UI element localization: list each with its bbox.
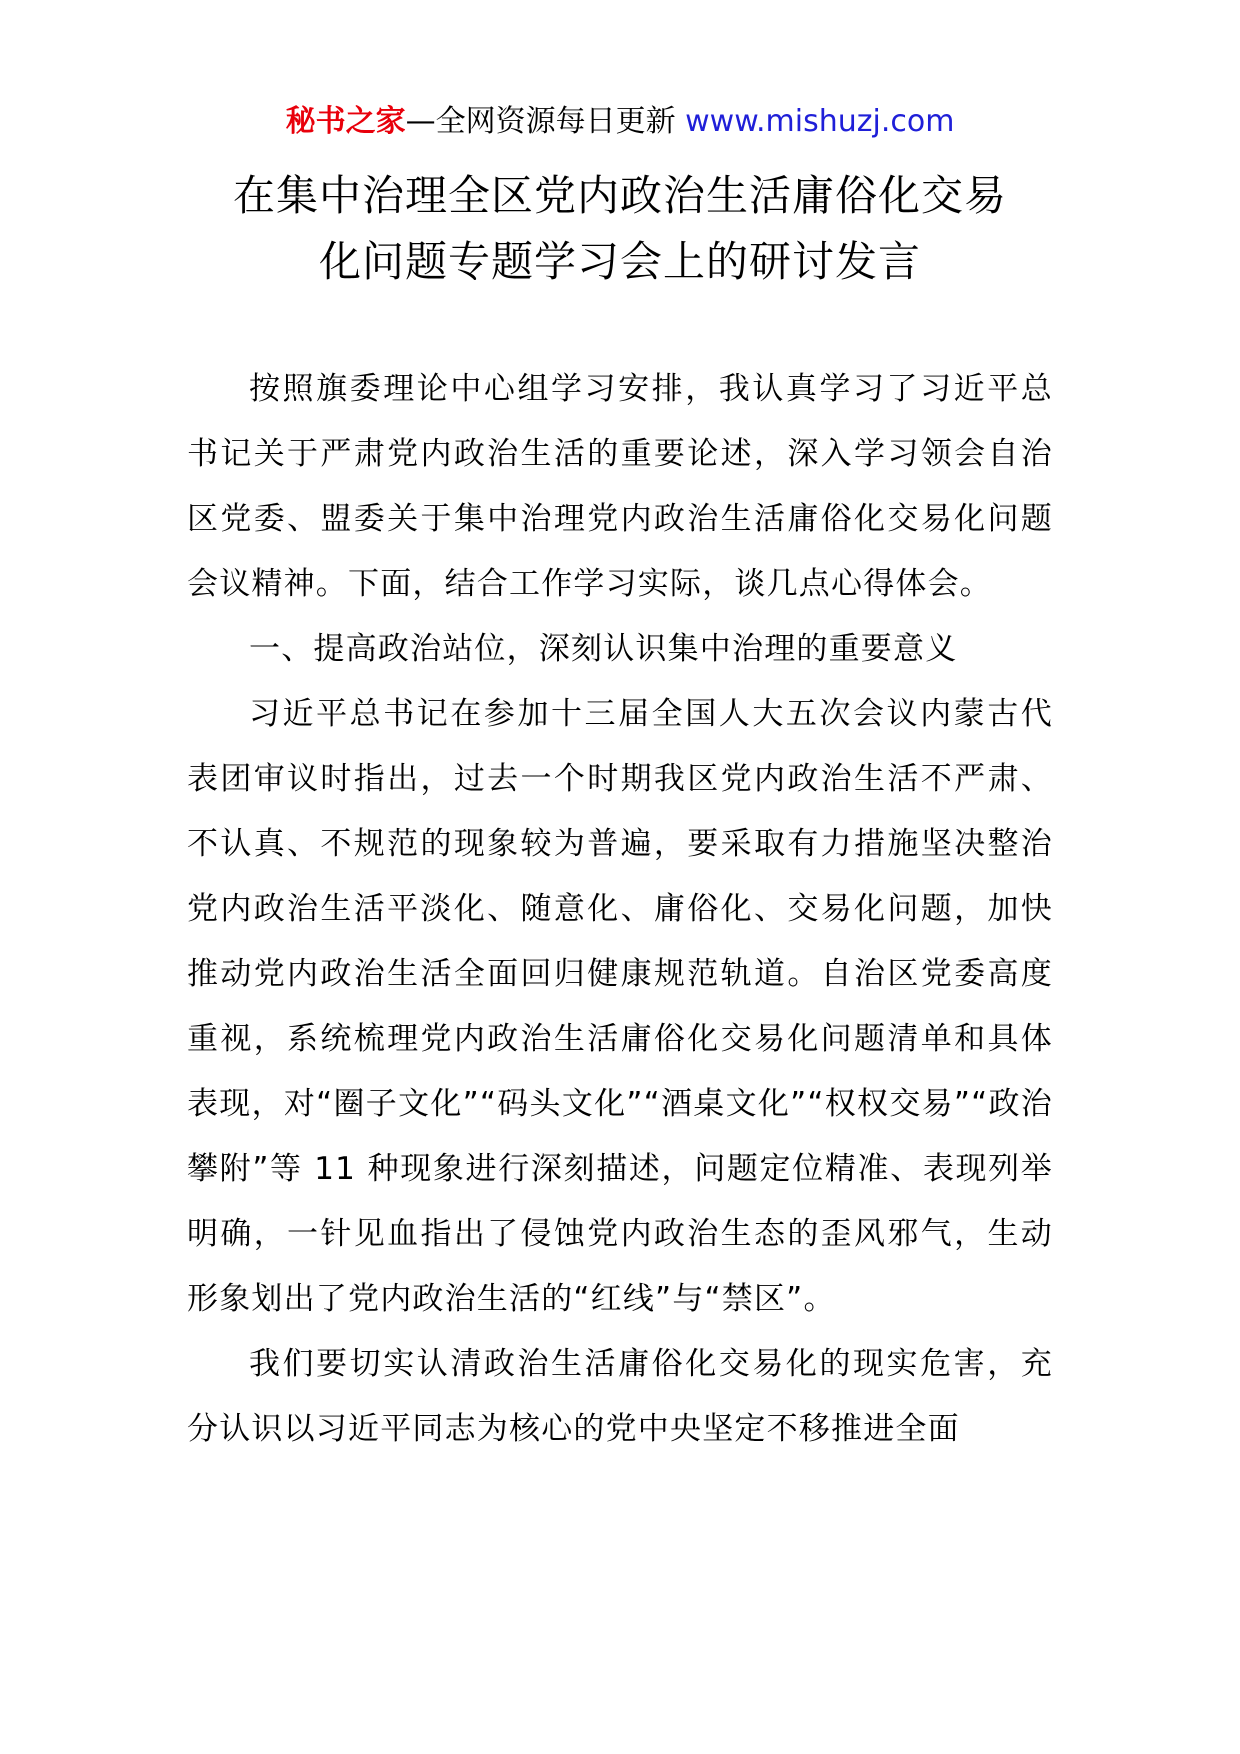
banner-tagline: —全网资源每日更新 — [405, 104, 686, 139]
body-paragraph: 习近平总书记在参加十三届全国人大五次会议内蒙古代表团审议时指出，过去一个时期我区党内政治生活不严肃、不认真、不规范的现象较为普遍，要采取有力措施坚决整治党内政治生活平淡化、随意化、庸俗化、交易化问题，加快推动党内政治生活全面回归健康规范轨道。自治区党委高度重视，系统梳理党内政治生活庸俗化交易化问题清单和具体表现，对“圈子文化”“码头文化”“酒桌文化”“权权交易”“政治攀附”等 11 种现象进行深刻描述，问题定位精准、表现列举明确，一针见血指出了侵蚀党内政治生态的歪风邪气，生动形象划出了党内政治生活的“红线”与“禁区”。 — [187, 696, 1053, 1317]
section-heading-1: 一、提高政治站位，深刻认识集中治理的重要意义 — [249, 631, 958, 667]
banner-brand: 秘书之家 — [285, 104, 406, 139]
document-title-line-2: 化问题专题学习会上的研讨发言 — [318, 237, 921, 286]
document-title-line-1: 在集中治理全区党内政治生活庸俗化交易 — [232, 171, 1007, 220]
body-paragraph: 我们要切实认清政治生活庸俗化交易化的现实危害，充分认识以习近平同志为核心的党中央坚定不移推进全面 — [187, 1346, 1053, 1447]
body-paragraph-intro: 按照旗委理论中心组学习安排，我认真学习了习近平总书记关于严肃党内政治生活的重要论述，深入学习领会自治区党委、盟委关于集中治理党内政治生活庸俗化交易化问题会议精神。下面，结合工作学习实际，谈几点心得体会。 — [187, 371, 1053, 602]
banner-url-link[interactable]: www.mishuzj.com — [685, 104, 955, 139]
document-body — [187, 357, 1053, 1462]
site-banner — [0, 100, 1240, 144]
document-title — [140, 163, 1100, 295]
